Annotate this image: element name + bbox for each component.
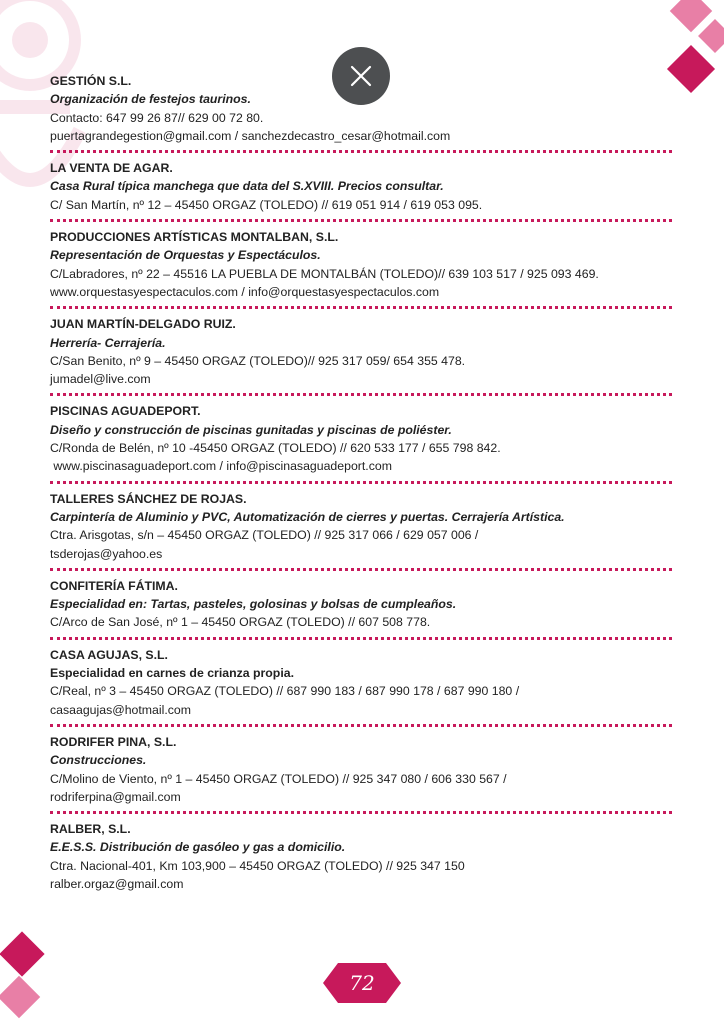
entry-contact-line: C/ San Martín, nº 12 – 45450 ORGAZ (TOLEDO) // 619 051 914 / 619 053 095.	[50, 197, 483, 212]
entry-contact-line: C/Labradores, nº 22 – 45516 LA PUEBLA DE MONTALBÁN (TOLEDO)// 639 103 517 / 925 093 469.	[50, 266, 599, 281]
entry-contact-line: Ctra. Arisgotas, s/n – 45450 ORGAZ (TOLEDO) // 925 317 066 / 629 057 006 /	[50, 528, 479, 543]
entry-name: PISCINAS AGUADEPORT.	[50, 404, 201, 419]
dotted-separator	[50, 724, 672, 727]
entry-name: RODRIFER PINA, S.L.	[50, 734, 177, 749]
entry-contact-line: casaagujas@hotmail.com	[50, 702, 191, 717]
dotted-separator	[50, 637, 672, 640]
entry-contact-line: puertagrandegestion@gmail.com / sanchezdecastro_cesar@hotmail.com	[50, 128, 451, 143]
entry-description: Diseño y construcción de piscinas gunitadas y piscinas de poliéster.	[50, 422, 452, 437]
decor-diamond-bottom-light	[0, 976, 40, 1018]
dotted-separator	[50, 219, 672, 222]
directory-entry	[50, 733, 680, 806]
directory-entry	[50, 577, 680, 632]
dotted-separator	[50, 393, 672, 396]
dotted-separator	[50, 150, 672, 153]
entry-contact-line: jumadel@live.com	[50, 372, 151, 387]
dotted-separator	[50, 481, 672, 484]
entry-name: CASA AGUJAS, S.L.	[50, 647, 168, 662]
decor-diamond-bottom-dark	[0, 931, 45, 976]
entry-name: GESTIÓN S.L.	[50, 74, 132, 88]
entry-description: Organización de festejos taurinos.	[50, 92, 251, 107]
entry-contact-line: tsderojas@yahoo.es	[50, 546, 163, 561]
directory-entry	[50, 72, 680, 145]
entry-contact-line: Ctra. Nacional-401, Km 103,900 – 45450 ORGAZ (TOLEDO) // 925 347 150	[50, 858, 465, 873]
entry-description: Especialidad en: Tartas, pasteles, golosinas y bolsas de cumpleaños.	[50, 597, 457, 612]
entry-name: TALLERES SÁNCHEZ DE ROJAS.	[50, 491, 247, 506]
entry-contact-line: C/Molino de Viento, nº 1 – 45450 ORGAZ (TOLEDO) // 925 347 080 / 606 330 567 /	[50, 771, 507, 786]
entry-contact-line: C/Real, nº 3 – 45450 ORGAZ (TOLEDO) // 687 990 183 / 687 990 178 / 687 990 180 /	[50, 684, 520, 699]
page-number: 72	[349, 971, 375, 995]
entry-description: Representación de Orquestas y Espectáculos.	[50, 248, 321, 263]
dotted-separator	[50, 811, 672, 814]
dotted-separator	[50, 568, 672, 571]
entry-contact-line: C/Ronda de Belén, nº 10 -45450 ORGAZ (TOLEDO) // 620 533 177 / 655 798 842.	[50, 441, 501, 456]
entry-name: LA VENTA DE AGAR.	[50, 161, 173, 176]
entry-contact-line: C/Arco de San José, nº 1 – 45450 ORGAZ (TOLEDO) // 607 508 778.	[50, 615, 431, 630]
directory-entry	[50, 159, 680, 214]
directory-entry	[50, 820, 680, 893]
directory-entry	[50, 402, 680, 475]
entry-contact-line: Contacto: 647 99 26 87// 629 00 72 80.	[50, 110, 264, 125]
entry-name: RALBER, S.L.	[50, 822, 131, 837]
dotted-separator	[50, 306, 672, 309]
entry-contact-line: rodriferpina@gmail.com	[50, 789, 181, 804]
entry-contact-line: C/San Benito, nº 9 – 45450 ORGAZ (TOLEDO)// 925 317 059/ 654 355 478.	[50, 353, 466, 368]
entry-description: Carpintería de Aluminio y PVC, Automatización de cierres y puertas. Cerrajería Artística.	[50, 509, 565, 524]
entry-description: Casa Rural típica manchega que data del S.XVIII. Precios consultar.	[50, 179, 444, 194]
entry-name: CONFITERÍA FÁTIMA.	[50, 578, 178, 593]
entry-contact-line: www.piscinasaguadeport.com / info@piscinasaguadeport.com	[50, 459, 392, 474]
entry-description: E.E.S.S. Distribución de gasóleo y gas a domicilio.	[50, 840, 346, 855]
entry-contact-line: www.orquestasyespectaculos.com / info@orquestasyespectaculos.com	[50, 284, 440, 299]
directory-entry	[50, 228, 680, 301]
directory-entry	[50, 315, 680, 388]
directory-list	[50, 72, 680, 893]
entry-name: PRODUCCIONES ARTÍSTICAS MONTALBAN, S.L.	[50, 230, 339, 245]
entry-name: JUAN MARTÍN-DELGADO RUIZ.	[50, 317, 236, 332]
entry-description: Herrería- Cerrajería.	[50, 335, 166, 350]
directory-entry	[50, 646, 680, 719]
decor-diamond-top-mid	[698, 19, 724, 53]
entry-description: Construcciones.	[50, 753, 147, 768]
directory-entry	[50, 490, 680, 563]
entry-description: Especialidad en carnes de crianza propia.	[50, 666, 294, 681]
entry-contact-line: ralber.orgaz@gmail.com	[50, 876, 184, 891]
